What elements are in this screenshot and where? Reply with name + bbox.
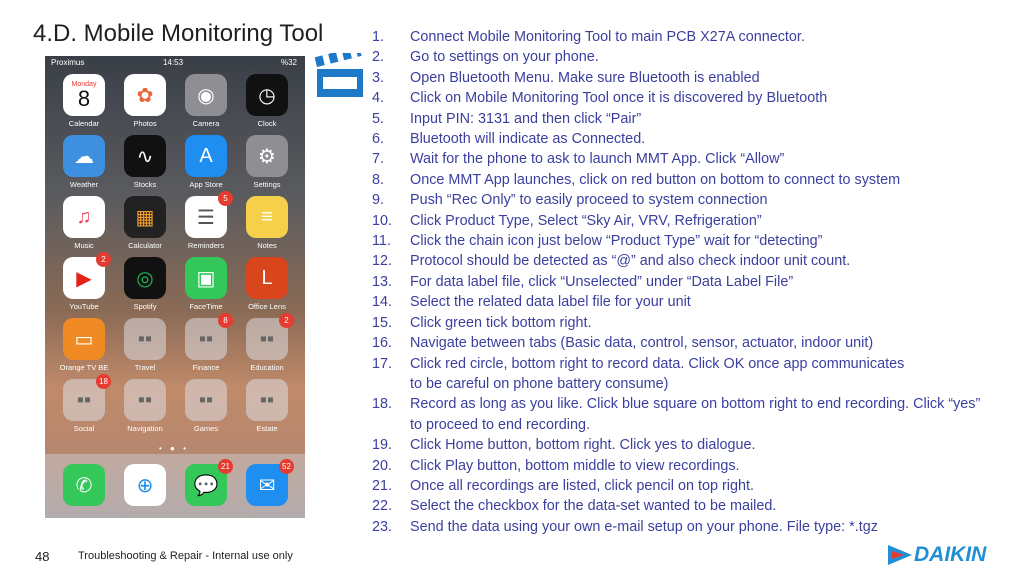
calendar-icon [63,74,105,116]
app-reminders[interactable] [181,196,231,250]
app-orange-tv-be[interactable] [59,318,109,372]
instruction-step [372,68,1024,88]
app-label: Games [193,424,219,433]
app-facetime[interactable] [181,257,231,311]
step-text: to proceed to end recording. [410,416,591,433]
instruction-step [372,109,1024,129]
instruction-step [372,211,1024,231]
slide-title: 4.D. Mobile Monitoring Tool [33,20,324,47]
instruction-step [372,374,1024,394]
app-calculator[interactable] [120,196,170,250]
step-number: 3. [372,69,385,86]
instruction-step [372,354,1024,374]
app-safari[interactable] [120,464,170,506]
instruction-step [372,251,1024,271]
app-clock[interactable] [242,74,292,128]
page-number: 48 [35,549,50,564]
app-phone[interactable] [59,464,109,506]
step-number: 9. [372,192,385,209]
step-text: Once all recordings are listed, click pencil on top right. [410,477,754,494]
folder-icon: ▪▪ 18 [63,379,105,421]
app-mail[interactable] [242,464,292,506]
step-text: Open Bluetooth Menu. Make sure Bluetooth is enabled [410,69,760,86]
spotify-icon: ◎ [124,257,166,299]
step-text: Click red circle, bottom right to record data. Click OK once app communicates [410,355,905,372]
daikin-logo-icon [886,543,914,567]
dock [45,454,305,518]
instruction-step [372,517,1024,537]
facetime-icon: ▣ [185,257,227,299]
notification-badge: 2 [279,313,294,328]
step-number: 18. [372,396,393,413]
folder-icon: ▪▪ [124,318,166,360]
instruction-step [372,333,1024,353]
app-label: Reminders [187,241,225,250]
step-number: 11. [372,233,391,250]
step-text: Click Home button, bottom right. Click yes to dialogue. [410,437,756,454]
app-settings[interactable] [242,135,292,189]
app-label: FaceTime [189,302,223,311]
instruction-step [372,292,1024,312]
step-text: Connect Mobile Monitoring Tool to main PCB X27A connector. [410,29,805,45]
app-label: Estate [256,424,278,433]
step-text: Once MMT App launches, click on red button on bottom to connect to system [410,171,901,188]
app-weather[interactable] [59,135,109,189]
page-dots: • ● • [159,444,189,453]
footer-text: Troubleshooting & Repair - Internal use only [78,550,293,562]
app-label: App Store [189,180,223,189]
status-time: 14:53 [163,58,184,67]
app-label: Finance [192,363,220,372]
step-number: 8. [372,171,385,188]
step-text: Click green tick bottom right. [410,314,592,331]
instruction-step [372,47,1024,67]
notification-badge: 2 [96,252,111,267]
app-camera[interactable] [181,74,231,128]
instruction-step [372,272,1024,292]
notes-icon: ≡ [246,196,288,238]
instruction-step [372,496,1024,516]
instruction-step [372,27,1024,47]
folder-icon: ▪▪ [124,379,166,421]
youtube-icon: ▶ 2 [63,257,105,299]
folder-icon: ▪▪ [185,379,227,421]
stocks-icon: ∿ [124,135,166,177]
step-text: Click the chain icon just below “Product Type” wait for “detecting” [410,233,823,250]
instruction-step [372,129,1024,149]
app-store-icon: A [185,135,227,177]
step-text: For data label file, click “Unselected” under “Data Label File” [410,273,794,290]
app-label: Stocks [133,180,157,189]
folder-icon: ▪▪ [246,379,288,421]
step-text: Go to settings on your phone. [410,49,599,66]
step-text: Send the data using your own e-mail setup on your phone. File type: *.tgz [410,518,878,535]
instruction-step [372,456,1024,476]
step-text: Bluetooth will indicate as Connected. [410,131,646,148]
app-label: YouTube [69,302,99,311]
app-label: Photos [133,119,157,128]
step-number: 4. [372,90,385,107]
calculator-icon: ▦ [124,196,166,238]
daikin-logo [886,543,1002,567]
music-icon: ♫ [63,196,105,238]
step-text: Click on Mobile Monitoring Tool once it is discovered by Bluetooth [410,90,828,107]
step-number: 5. [372,110,385,127]
app-label: Settings [253,180,281,189]
app-label: Travel [134,363,156,372]
step-number: 13. [372,273,393,290]
app-label: Notes [257,241,277,250]
step-text: Navigate between tabs (Basic data, control, sensor, actuator, indoor unit) [410,335,874,352]
app-office-lens[interactable] [242,257,292,311]
photos-icon: ✿ [124,74,166,116]
step-number: 23. [372,518,393,535]
app-app-store[interactable] [181,135,231,189]
instruction-step [372,415,1024,435]
notification-badge: 52 [279,459,294,474]
battery-level: %32 [280,58,297,67]
instruction-step [372,88,1024,108]
step-number: 17. [372,355,393,372]
instruction-step [372,313,1024,333]
weather-icon: ☁ [63,135,105,177]
phone-icon: ✆ [63,464,105,506]
instruction-step [372,190,1024,210]
messages-icon: 💬 21 [185,464,227,506]
instruction-list [372,27,1024,537]
folder-icon: ▪▪ 2 [246,318,288,360]
app-travel[interactable] [120,318,170,372]
step-number: 14. [372,294,393,311]
step-number: 6. [372,131,385,148]
app-label: Camera [192,119,220,128]
step-text: Click Product Type, Select “Sky Air, VRV, Refrigeration” [410,212,762,229]
app-label: Navigation [127,424,163,433]
app-label: Office Lens [248,302,286,311]
app-label: Spotify [133,302,157,311]
app-music[interactable] [59,196,109,250]
app-spotify[interactable] [120,257,170,311]
calendar-day: Monday [71,80,97,88]
calendar-date: 8 [77,85,91,111]
step-number: 19. [372,437,393,454]
app-navigation[interactable] [120,379,170,433]
step-text: Input PIN: 3131 and then click “Pair” [410,110,642,127]
step-number: 2. [372,49,385,66]
step-text: Click Play button, bottom middle to view recordings. [410,457,740,474]
step-text: Push “Rec Only” to easily proceed to system connection [410,192,768,209]
step-text: Record as long as you like. Click blue square on bottom right to end recording. Click “yes” [410,396,981,413]
app-label: Clock [257,119,277,128]
step-number: 10. [372,212,393,229]
camera-icon: ◉ [185,74,227,116]
instruction-step [372,170,1024,190]
folder-icon: ▪▪ 8 [185,318,227,360]
step-number: 22. [372,498,393,515]
app-label: Weather [69,180,99,189]
app-stocks[interactable] [120,135,170,189]
app-social[interactable] [59,379,109,433]
app-notes[interactable] [242,196,292,250]
step-number: 16. [372,335,393,352]
app-games[interactable] [181,379,231,433]
office-lens-icon: L [246,257,288,299]
step-number: 1. [372,29,385,45]
app-messages[interactable] [181,464,231,506]
step-number: 12. [372,253,393,270]
daikin-logo-text: DAIKIN [914,543,987,566]
app-label: Social [73,424,95,433]
step-text: Wait for the phone to ask to launch MMT App. Click “Allow” [410,151,785,168]
app-calendar[interactable] [59,74,109,128]
app-label: Calculator [128,241,162,250]
instruction-step [372,231,1024,251]
instruction-step [372,149,1024,169]
app-estate[interactable] [242,379,292,433]
step-number: 20. [372,457,393,474]
app-finance[interactable] [181,318,231,372]
instruction-step [372,435,1024,455]
settings-icon: ⚙ [246,135,288,177]
reminders-icon: ☰ 5 [185,196,227,238]
instruction-step [372,476,1024,496]
mail-icon: ✉ 52 [246,464,288,506]
step-text: Select the related data label file for your unit [410,294,691,311]
step-text: Select the checkbox for the data-set wanted to be mailed. [410,498,777,515]
clock-icon: ◷ [246,74,288,116]
notification-badge: 8 [218,313,233,328]
app-education[interactable] [242,318,292,372]
notification-badge: 5 [218,191,233,206]
safari-icon: ⊕ [124,464,166,506]
step-text: Protocol should be detected as “@” and also check indoor unit count. [410,253,851,270]
step-number: 15. [372,314,393,331]
instruction-step [372,394,1024,414]
app-youtube[interactable] [59,257,109,311]
step-text: to be careful on phone battery consume) [410,375,669,392]
app-label: Education [250,363,284,372]
video-clapper-icon[interactable] [315,53,365,99]
notification-badge: 21 [218,459,233,474]
step-number: 7. [372,151,385,168]
app-label: Music [74,241,94,250]
carrier-label: Proximus [51,58,85,67]
status-bar [45,58,305,70]
step-number: 21. [372,477,393,494]
app-label: Orange TV BE [59,363,109,372]
notification-badge: 18 [96,374,111,389]
app-label: Calendar [68,119,100,128]
phone-screenshot [45,56,305,518]
app-photos[interactable] [120,74,170,128]
tv-icon: ▭ [63,318,105,360]
